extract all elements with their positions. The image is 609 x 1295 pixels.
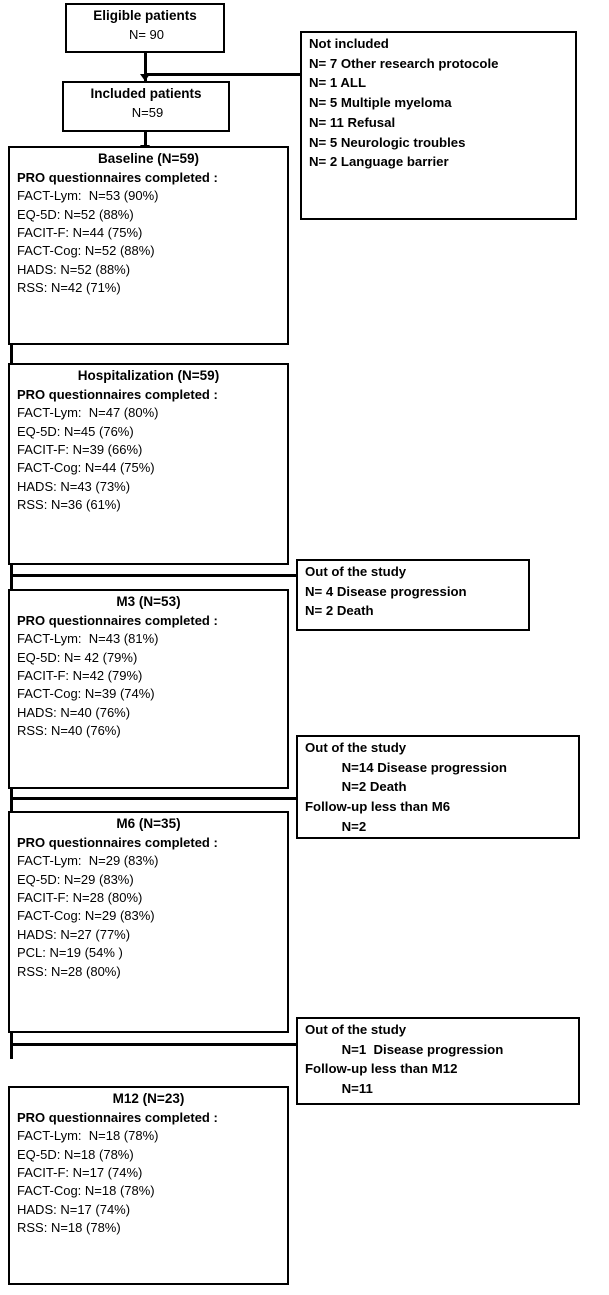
box-out3-lines: N=1 Disease progression Follow-up less than M12 N=11 bbox=[305, 1041, 504, 1097]
box-m3-title: M3 (N=53) bbox=[116, 594, 181, 609]
box-m3-lines: FACT-Lym: N=43 (81%) EQ-5D: N= 42 (79%) FACIT-F: N=42 (79%) FACT-Cog: N=39 (74%) HADS: N=40 (76%) RSS: N=40 (76%) bbox=[17, 631, 159, 739]
box-out-of-study-2 bbox=[296, 735, 580, 839]
box-baseline-title: Baseline (N=59) bbox=[98, 151, 199, 166]
box-m6-subtitle: PRO questionnaires completed : bbox=[17, 834, 218, 850]
box-m12 bbox=[8, 1086, 289, 1285]
box-m12-title: M12 (N=23) bbox=[112, 1091, 185, 1106]
box-eligible-patients bbox=[65, 3, 225, 53]
box-m6-lines: FACT-Lym: N=29 (83%) EQ-5D: N=29 (83%) FACIT-F: N=28 (80%) FACT-Cog: N=29 (83%) HADS: N=27 (77%) PCL: N=19 (54% ) RSS: N=28 (80%) bbox=[17, 853, 159, 979]
box-baseline bbox=[8, 146, 289, 345]
connector-baseline-to-hospitalization bbox=[10, 343, 13, 365]
box-eligible-title: Eligible patients bbox=[93, 8, 197, 23]
box-baseline-lines: FACT-Lym: N=53 (90%) EQ-5D: N=52 (88%) FACIT-F: N=44 (75%) FACT-Cog: N=52 (88%) HADS: N=52 (88%) RSS: N=42 (71%) bbox=[17, 188, 159, 296]
connector-branch-not-included-v bbox=[144, 67, 147, 70]
box-not-included-lines: N= 7 Other research protocole N= 1 ALL N= 5 Multiple myeloma N= 11 Refusal N= 5 Neurologic troubles N= 2 Language barrier bbox=[309, 55, 499, 170]
box-hospitalization bbox=[8, 363, 289, 565]
box-m3 bbox=[8, 589, 289, 789]
box-out-of-study-3 bbox=[296, 1017, 580, 1105]
connector-m3-to-m6 bbox=[10, 787, 13, 813]
box-hospitalization-title: Hospitalization (N=59) bbox=[77, 368, 220, 383]
box-m6-title: M6 (N=35) bbox=[116, 816, 181, 831]
box-out1-lines: N= 4 Disease progression N= 2 Death bbox=[305, 583, 467, 619]
box-included-patients bbox=[62, 81, 230, 132]
box-included-title: Included patients bbox=[90, 86, 202, 101]
box-hospitalization-lines: FACT-Lym: N=47 (80%) EQ-5D: N=45 (76%) FACIT-F: N=39 (66%) FACT-Cog: N=44 (75%) HADS: N=43 (73%) RSS: N=36 (61%) bbox=[17, 405, 159, 513]
box-out2-lines: N=14 Disease progression N=2 Death Follow-up less than M6 N=2 bbox=[305, 759, 507, 834]
box-not-included-title: Not included bbox=[309, 36, 389, 51]
connector-hospitalization-to-m3 bbox=[10, 563, 13, 591]
box-out2-title: Out of the study bbox=[305, 740, 407, 755]
box-m3-subtitle: PRO questionnaires completed : bbox=[17, 612, 218, 628]
box-m6 bbox=[8, 811, 289, 1033]
box-hospitalization-subtitle: PRO questionnaires completed : bbox=[17, 386, 218, 402]
connector-branch-out2-h bbox=[10, 797, 298, 800]
box-out1-title: Out of the study bbox=[305, 564, 407, 579]
connector-branch-not-included-h bbox=[144, 73, 302, 76]
connector-branch-out3-h bbox=[10, 1043, 298, 1046]
box-out3-title: Out of the study bbox=[305, 1022, 407, 1037]
connector-branch-out1-h bbox=[10, 574, 298, 577]
box-baseline-subtitle: PRO questionnaires completed : bbox=[17, 169, 218, 185]
box-included-lines: N=59 bbox=[131, 104, 164, 120]
box-not-included bbox=[300, 31, 577, 220]
box-m12-lines: FACT-Lym: N=18 (78%) EQ-5D: N=18 (78%) FACIT-F: N=17 (74%) FACT-Cog: N=18 (78%) HADS: N=17 (74%) RSS: N=18 (78%) bbox=[17, 1128, 159, 1236]
box-eligible-lines: N= 90 bbox=[128, 26, 165, 42]
box-out-of-study-1 bbox=[296, 559, 530, 631]
box-m12-subtitle: PRO questionnaires completed : bbox=[17, 1109, 218, 1125]
arrowhead-included bbox=[140, 74, 150, 81]
